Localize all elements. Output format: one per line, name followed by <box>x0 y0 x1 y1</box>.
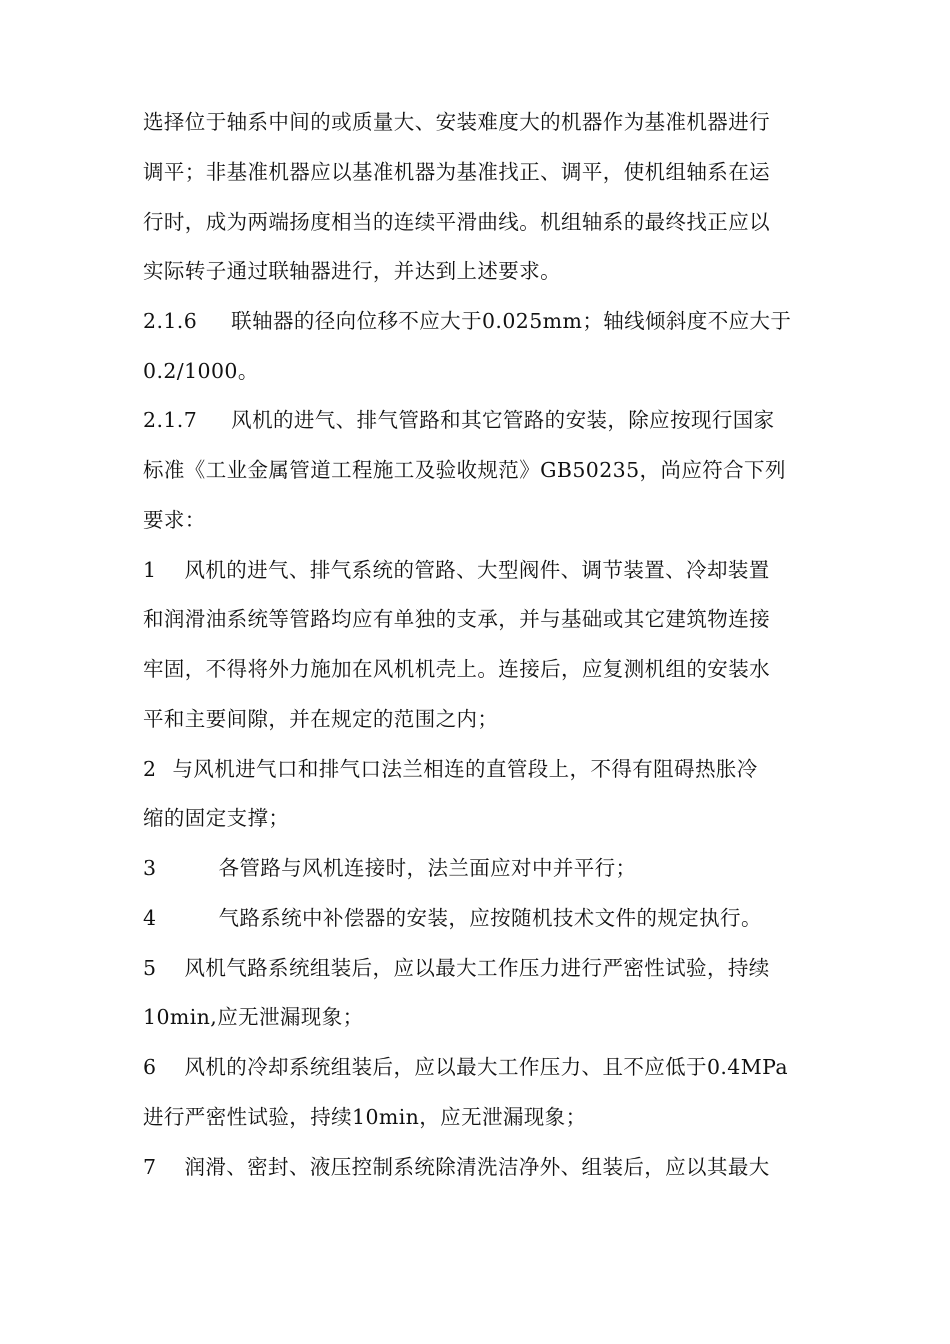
list-item-3 <box>143 853 833 883</box>
item-text: 气路系统中补偿器的安装，应按随机技术文件的规定执行。 <box>218 906 762 930</box>
item-text: 与风机进气口和排气口法兰相连的直管段上，不得有阻碍热胀冷 <box>172 757 758 781</box>
item-number: 7 <box>143 1155 157 1179</box>
clause-number: 2.1.6 <box>143 309 198 333</box>
item-number: 6 <box>143 1055 157 1079</box>
paragraph-line: 选择位于轴系中间的或质量大、安装难度大的机器作为基准机器进行 <box>143 110 770 134</box>
item-number: 4 <box>143 906 157 930</box>
list-item-5 <box>143 953 833 983</box>
paragraph-line: 和润滑油系统等管路均应有单独的支承，并与基础或其它建筑物连接 <box>143 607 770 631</box>
item-text: 风机的冷却系统组装后，应以最大工作压力、且不应低于0.4MPa <box>184 1055 789 1079</box>
list-item-7 <box>143 1152 833 1182</box>
item-number: 5 <box>143 956 157 980</box>
paragraph-line: 平和主要间隙，并在规定的范围之内； <box>143 707 499 731</box>
item-text: 风机气路系统组装后，应以最大工作压力进行严密性试验，持续 <box>184 956 770 980</box>
list-item-6 <box>143 1052 833 1082</box>
clause-number: 2.1.7 <box>143 408 198 432</box>
clause-text: 联轴器的径向位移不应大于0.025mm；轴线倾斜度不应大于 <box>231 309 792 333</box>
clause-2-1-6 <box>143 306 833 336</box>
clause-2-1-7 <box>143 405 833 435</box>
item-number: 2 <box>143 757 157 781</box>
list-item-2 <box>143 754 833 784</box>
paragraph-line: 进行严密性试验，持续10min，应无泄漏现象； <box>143 1105 587 1129</box>
paragraph-line: 行时，成为两端扬度相当的连续平滑曲线。机组轴系的最终找正应以 <box>143 210 770 234</box>
paragraph-line: 10min,应无泄漏现象； <box>143 1005 364 1029</box>
item-text: 润滑、密封、液压控制系统除清洗洁净外、组装后，应以其最大 <box>184 1155 770 1179</box>
list-item-1 <box>143 555 833 585</box>
paragraph-line: 牢固，不得将外力施加在风机机壳上。连接后，应复测机组的安装水 <box>143 657 770 681</box>
paragraph-line: 0.2/1000。 <box>143 359 259 383</box>
list-item-4 <box>143 903 833 933</box>
clause-text: 风机的进气、排气管路和其它管路的安装，除应按现行国家 <box>231 408 775 432</box>
paragraph-line: 要求： <box>143 508 206 532</box>
paragraph-line: 调平；非基准机器应以基准机器为基准找正、调平，使机组轴系在运 <box>143 160 770 184</box>
paragraph-line: 缩的固定支撑； <box>143 806 290 830</box>
item-number: 3 <box>143 856 157 880</box>
paragraph-line: 标准《工业金属管道工程施工及验收规范》GB50235，尚应符合下列 <box>143 458 786 482</box>
item-text: 各管路与风机连接时，法兰面应对中并平行； <box>218 856 637 880</box>
item-text: 风机的进气、排气系统的管路、大型阀件、调节装置、冷却装置 <box>184 558 770 582</box>
paragraph-line: 实际转子通过联轴器进行，并达到上述要求。 <box>143 259 561 283</box>
item-number: 1 <box>143 558 157 582</box>
